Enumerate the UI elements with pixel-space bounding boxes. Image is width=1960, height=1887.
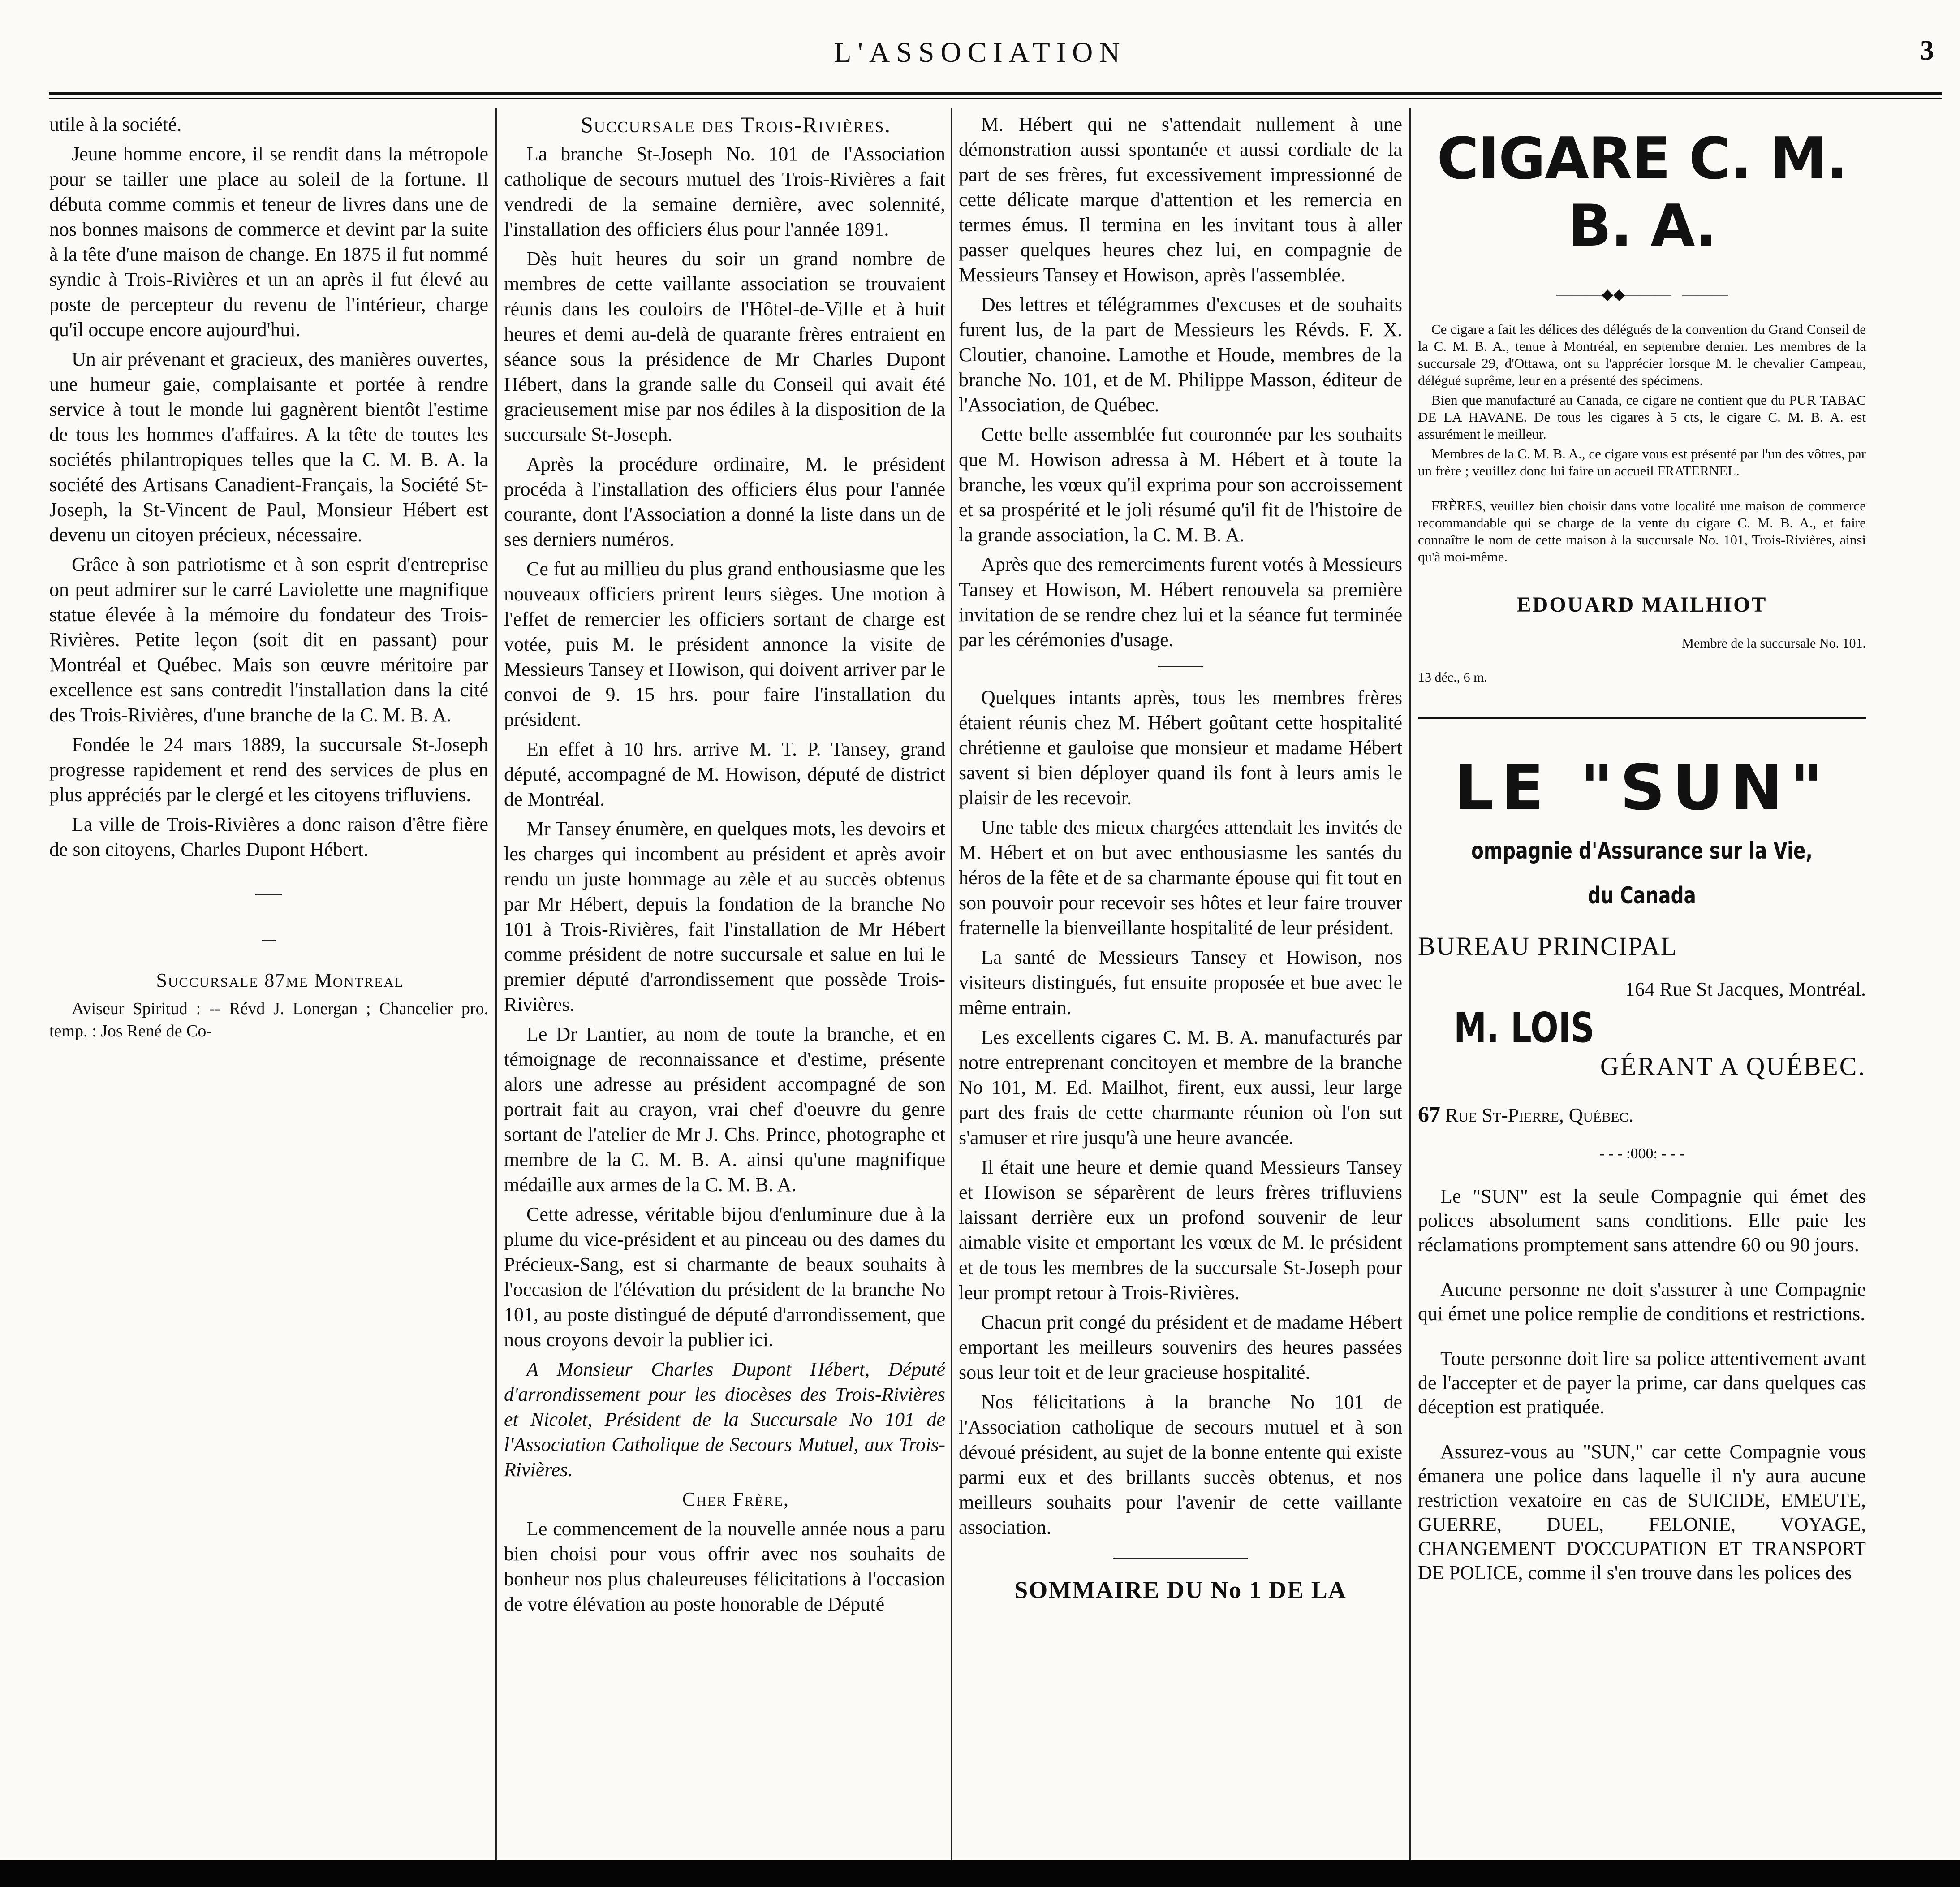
street-name: Rue St-Pierre, Québec. [1445, 1104, 1634, 1126]
sun-country: du Canada [1588, 882, 1696, 909]
salutation: Cher Frère, [682, 1488, 790, 1510]
paragraph: Cette belle assemblée fut couronnée par les souhaits que M. Howison adressa à M. Hébert et à toute la branche, les vœux qu'il exprima pour son accroissement et sa prospérité et le joli résumé qu'il fit de l'histoire de la grande association, la C. M. B. A. [959, 423, 1402, 546]
paragraph: Assurez-vous au "SUN," car cette Compagnie vous émanera une police dans laquelle il n'y aura aucune restriction vexatoire en cas de SUICIDE, EMEUTE, GUERRE, DUEL, FELONIE, VOYAGE, CHANGEMENT D'OCCUPATION ET TRANSPORT DE POLICE, comme il s'en trouve dans les polices des [1418, 1441, 1866, 1584]
paragraph: Membres de la C. M. B. A., ce cigare vous est présenté par l'un des vôtres, par un frère ; veuillez donc lui faire un accueil FRATERNEL. [1418, 446, 1866, 479]
paragraph: Bien que manufacturé au Canada, ce cigare ne contient que du PUR TABAC DE LA HAVANE. De tous les cigares à 5 cts, le cigare C. M. B. A. est assurément le meilleur. [1418, 392, 1866, 442]
paragraph: Cette adresse, véritable bijou d'enluminure due à la plume du vice-président et au pinceau ou des dames du Précieux-Sang, est si charmante de beaux souhaits à l'occasion de l'élévation du président de la branche No 101, au poste distingué de député d'arrondissement, que nous croyons devoir la publier ici. [504, 1203, 945, 1351]
paragraph: Ce cigare a fait les délices des délégués de la convention du Grand Conseil de la C. M. B. A., tenue à Montréal, en septembre dernier. Les membres de la succursale 29, d'Ottawa, ont su l'apprécier lorsque M. le chevalier Campeau, délégué suprême, leur en a présenté des spécimens. [1418, 321, 1866, 388]
ad-date: 13 déc., 6 m. [1418, 670, 1487, 685]
address-dedication: A Monsieur Charles Dupont Hébert, Député d'arrondissement pour les diocèses des Trois-Rivières et Nicolet, Président de la Succursale No 101 de l'Association Catholique de Secours Mutuel, aux Trois-Rivières. [504, 1358, 945, 1481]
page-header [0, 27, 1960, 94]
column-divider [951, 108, 952, 1878]
section-heading: Succursale des Trois-Rivières. [580, 112, 892, 137]
header-rule [49, 92, 1942, 95]
paragraph: La branche St-Joseph No. 101 de l'Association catholique de secours mutuel des Trois-Rivières a fait vendredi de la semaine dernière, avec solennité, l'installation des officiers élus pour l'année 1891. [504, 143, 945, 240]
paragraph: Le commencement de la nouvelle année nous a paru bien choisi pour vous offrir avec nos souhaits de bonheur nos plus chaleureuses félicitations à l'occasion de votre élévation au poste honorable de Député [504, 1518, 945, 1615]
separator [255, 894, 282, 895]
paragraph: La ville de Trois-Rivières a donc raison d'être fière de son citoyens, Charles Dupont Hébert. [49, 813, 488, 860]
paragraph: Après la procédure ordinaire, M. le président procéda à l'installation des officiers élus pour l'année courante, dont l'Association a donné la liste dans un de ses derniers numéros. [504, 453, 945, 550]
cigare-ad-text [1418, 321, 1866, 566]
scan-bottom-border [0, 1860, 1960, 1887]
ad-member: Membre de la succursale No. 101. [1682, 636, 1866, 651]
paragraph: Des lettres et télégrammes d'excuses et de souhaits furent lus, de la part de Messieurs les Révds. F. X. Cloutier, chanoine. Lamothe et Houde, membres de la branche No. 101, et de M. Philippe Masson, éditeur de l'Association, de Québec. [959, 294, 1402, 416]
ornament-divider: ———◆◆——— ——— [1556, 286, 1728, 303]
paragraph: Quelques intants après, tous les membres frères étaient réunis chez M. Hébert goûtant cette hospitalité chrétienne et gauloise que monsieur et madame Hébert savent si bien déployer quand ils font à leurs amis le plaisir de les recevoir. [959, 687, 1402, 809]
ornament-divider: - - - :000: - - - [1599, 1145, 1684, 1162]
paragraph: M. Hébert qui ne s'attendait nullement à une démonstration aussi spontanée et aussi cordiale de la part de ses frères, fut excessivement impressionné de cette délicate marque d'attention et les remercia en termes émus. Il termina en les invitant tous à aller passer quelques heures chez lui, en compagnie de Messieurs Tansey et Howison, après l'assemblée. [959, 113, 1402, 286]
quebec-address [1418, 1101, 1866, 1128]
sommaire-heading: SOMMAIRE DU No 1 DE LA [1014, 1576, 1347, 1603]
paragraph: FRÈRES, veuillez bien choisir dans votre localité une maison de commerce recommandable qui se charge de la vente du cigare C. M. B. A., et faire connaître le nom de cette maison à la succursale No. 101, Trois-Rivières, ainsi qu'à moi-même. [1418, 498, 1866, 565]
column-4-ads [1418, 112, 1866, 1860]
newspaper-title: L'ASSOCIATION [834, 36, 1126, 68]
bureau-heading: BUREAU PRINCIPAL [1418, 932, 1678, 961]
column-divider [1409, 108, 1411, 1878]
paragraph: Un air prévenant et gracieux, des manières ouvertes, une humeur gaie, complaisante et portée à rendre service à tout le monde lui gagnèrent bientôt l'estime de tous les hommes d'affaires. A la tête de toutes les sociétés philantropiques telles que la C. M. B. A. la société des Artisans Canadient-Français, la Société St-Joseph, la St-Vincent de Paul, Monsieur Hébert est devenu un citoyen précieux, nécessaire. [49, 348, 488, 546]
sun-ad-title: LE "SUN" [1454, 751, 1830, 825]
paragraph: Fondée le 24 mars 1889, la succursale St-Joseph progresse rapidement et rend des services de plus en plus appréciés par le clergé et les citoyens trifluviens. [49, 734, 488, 806]
page-number: 3 [1920, 35, 1934, 66]
paragraph: Le "SUN" est la seule Compagnie qui émet des polices absolument sans conditions. Elle paie les réclamations promptement sans attendre 60 ou 90 jours. [1418, 1185, 1866, 1256]
column-3 [959, 112, 1402, 1860]
paragraph: Dès huit heures du soir un grand nombre de membres de cette vaillante association se trouvaient réunis dans les couloirs de l'Hôtel-de-Ville et à huit heures et demi au-delà de quarante frères entraient en séance sous la présidence de Mr Charles Dupont Hébert, dans la grande salle du Conseil qui avait été gracieusement mise par nos édiles à la disposition de la succursale St-Joseph. [504, 248, 945, 445]
paragraph: La santé de Messieurs Tansey et Howison, nos visiteurs distingués, fut ensuite proposée et bue avec le même entrain. [959, 946, 1402, 1019]
paragraph: Aviseur Spiritud : -- Révd J. Lonergan ; Chancelier pro. temp. : Jos René de Co- [49, 999, 488, 1041]
column-1 [49, 112, 488, 1860]
paragraph: Les excellents cigares C. M. B. A. manufacturés par notre entreprenant concitoyen et membre de la branche No 101, M. Ed. Mailhot, firent, eux aussi, leur large part des frais de cette charmante réunion où l'on sut s'amuser et rire jusqu'à une heure avancée. [959, 1026, 1402, 1149]
paragraph: utile à la société. [49, 113, 182, 135]
separator [1158, 666, 1203, 667]
paragraph: Chacun prit congé du président et de madame Hébert emportant les meilleurs souvenirs des heures passées sous leur toit et de leur gracieuse hospitalité. [959, 1311, 1402, 1383]
paragraph: Jeune homme encore, il se rendit dans la métropole pour se tailler une place au soleil de la fortune. Il débuta comme commis et teneur de livres dans une de nos bonnes maisons de commerce et devint par la suite à la tête d'une maison de change. En 1875 il fut nommé syndic à Trois-Rivières et un an après il fut élevé au poste de percepteur du revenu de l'intérieur, charge qu'il occupe encore aujourd'hui. [49, 143, 488, 341]
column-divider [495, 108, 497, 1878]
street-number: 67 [1418, 1101, 1440, 1127]
paragraph: Toute personne doit lire sa police attentivement avant de l'accepter et de payer la prime, car dans quelques cas déception est pratiquée. [1418, 1347, 1866, 1418]
manager-title: GÉRANT A QUÉBEC. [1600, 1052, 1866, 1081]
paragraph: Nos félicitations à la branche No 101 de l'Association catholique de secours mutuel et à son dévoué président, au sujet de la bonne entente qui existe parmi eux et des brillants succès obtenus, et nos meilleurs souhaits pour l'avenir de cette vaillante association. [959, 1391, 1402, 1538]
cigare-ad-title: CIGARE C. M. B. A. [1437, 125, 1847, 259]
column-2 [504, 112, 945, 1860]
paragraph: Après que des remerciments furent votés à Messieurs Tansey et Howison, M. Hébert renouvela sa première invitation de se rendre chez lui et la séance fut terminée par les cérémonies d'usage. [959, 553, 1402, 651]
separator [262, 940, 276, 941]
paragraph: Le Dr Lantier, au nom de toute la branche, et en témoignage de reconnaissance et d'estime, présente alors une adresse au président accompagné de son portrait fait au crayon, vrai chef d'oeuvre du genre sortant de l'atelier de Mr J. Chs. Prince, photographe et membre de la C. M. B. A. ainsi qu'une magnifique médaille aux armes de la C. M. B. A. [504, 1023, 945, 1196]
sun-company: ompagnie d'Assurance sur la Vie, [1471, 838, 1813, 864]
paragraph: Aucune personne ne doit s'assurer à une Compagnie qui émet une police remplie de conditions et restrictions. [1418, 1278, 1866, 1325]
ad-separator-rule [1418, 717, 1866, 719]
paragraph: Il était une heure et demie quand Messieurs Tansey et Howison se séparèrent de leurs frères trifluviens laissant derrière eux un profond souvenir de leur aimable visite et emportant les vœux de M. le président et de tous les membres de la succursale St-Joseph pour leur prompt retour à Trois-Rivières. [959, 1156, 1402, 1304]
paragraph: Une table des mieux chargées attendait les invités de M. Hébert et on but avec enthousiasme les santés du héros de la fête et de sa charmante épouse qui fit tout en son pouvoir pour recevoir ses hôtes et leur faire trouver fraternelle la bienveillante hospitalité de leur président. [959, 816, 1402, 939]
paragraph: Grâce à son patriotisme et à son esprit d'entreprise on peut admirer sur le carré Laviolette une magnifique statue élevée à la mémoire du fondateur des Trois-Rivières. Petite leçon (soit dit en passant) pour Montréal et Québec. Mais son œuvre méritoire par excellence est sans contredit l'installation dans la cité des Trois-Rivières, d'une branche de la C. M. B. A. [49, 553, 488, 726]
ad-signature: EDOUARD MAILHIOT [1516, 593, 1767, 617]
paragraph: En effet à 10 hrs. arrive M. T. P. Tansey, grand député, accompagné de M. Howison, député de district de Montréal. [504, 738, 945, 810]
section-heading: Succursale 87me Montreal [156, 969, 404, 991]
manager-name: M. LOIS [1454, 1004, 1595, 1052]
paragraph: Ce fut au millieu du plus grand enthousiasme que les nouveaux officiers prirent leurs sièges. Une motion à l'effet de remercier les officiers sortant de charge est votée, puis M. le président annonce la visite de Messieurs Tansey et Howison, qui doivent arriver par le convoi de 9. 15 hrs. pour faire l'installation du président. [504, 558, 945, 730]
header-rule-thin [49, 98, 1942, 99]
paragraph: Mr Tansey énumère, en quelques mots, les devoirs et les charges qui incombent au président et après avoir rendu un juste hommage au zèle et au succès obtenus par Mr Hébert, depuis la fondation de la branche No 101 à Trois-Rivières, fait l'installation de Mr Hébert comme président de notre succursale et salue en lui le premier député d'arrondissement que possède Trois-Rivières. [504, 818, 945, 1015]
sun-ad-text [1418, 1184, 1866, 1585]
separator [1113, 1558, 1248, 1559]
bureau-address: 164 Rue St Jacques, Montréal. [1625, 978, 1866, 1000]
